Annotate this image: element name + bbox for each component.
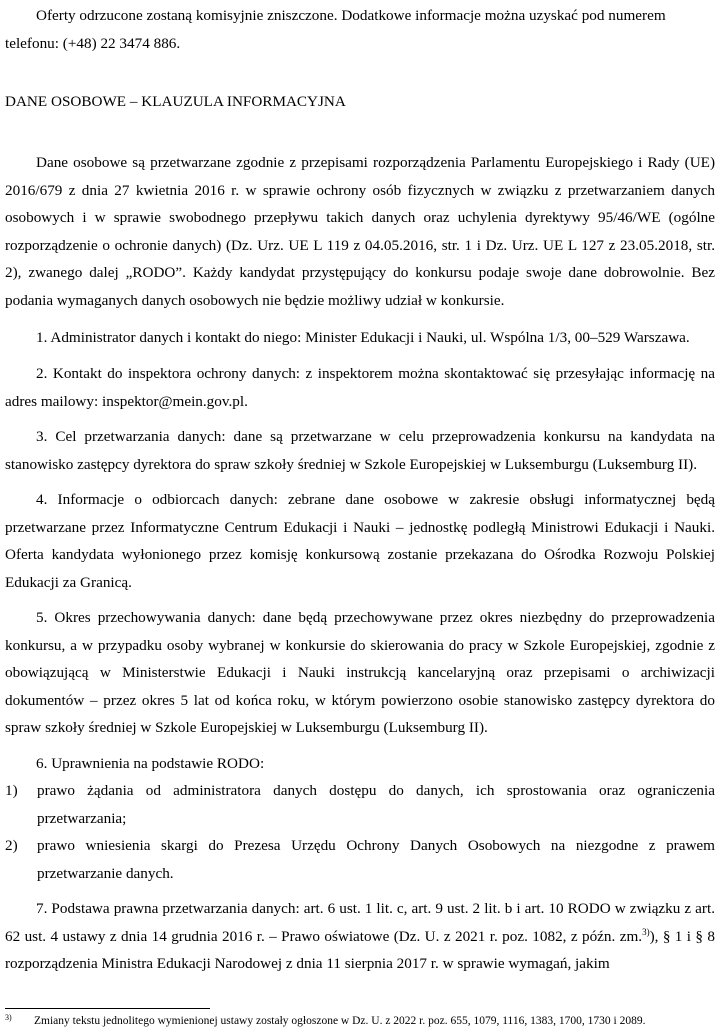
intro-line-2: telefonu: (+48) 22 3474 886. bbox=[5, 35, 181, 52]
footnote-mark: 3) bbox=[5, 1013, 12, 1022]
item-2: 2. Kontakt do inspektora ochrony danych: z inspektorem można skontaktować się przesyłając informację na adres mailowy: inspektor@mein.gov.pl. bbox=[5, 365, 715, 410]
main-paragraph: Dane osobowe są przetwarzane zgodnie z przepisami rozporządzenia Parlamentu Europejskiego i Rady (UE) 2016/679 z dnia 27 kwietnia 2016 r. w sprawie ochrony osób fizycznych w związku z przetwarzaniem danych osobowych i w sprawie swobodnego przepływu takich danych oraz uchylenia dyrektywy 95/46/WE (ogólne rozporządzenie o ochronie danych) (Dz. Urz. UE L 119 z 04.05.2016, str. 1 i Dz. Urz. UE L 127 z 23.05.2018, str. 2), zwanego dalej „RODO”. Każdy kandydat przystępujący do konkursu podaje swoje dane dobrowolnie. Bez podania wymaganych danych osobowych nie będzie możliwy udział w konkursie. bbox=[5, 154, 715, 309]
footnote bbox=[5, 1013, 715, 1029]
item-6: 6. Uprawnienia na podstawie RODO: bbox=[36, 755, 265, 772]
sub-item-1-text: prawo żądania od administratora danych dostępu do danych, ich sprostowania oraz ograniczenia przetwarzania; bbox=[37, 782, 715, 827]
footnote-divider bbox=[5, 1008, 210, 1009]
item-1: 1. Administrator danych i kontakt do niego: Minister Edukacji i Nauki, ul. Wspólna 1/3, 00–529 Warszawa. bbox=[36, 329, 690, 346]
item-7-text-a: 7. Podstawa prawna przetwarzania danych: art. 6 ust. 1 lit. c, art. 9 ust. 2 lit. b i art. 10 RODO w związku z art. 62 ust. 4 ustawy z dnia 14 grudnia 2016 r. – Prawo oświatowe (Dz. U. z 2021 r. poz. 1082, z późn. zm. bbox=[5, 900, 715, 945]
item-5: 5. Okres przechowywania danych: dane będą przechowywane przez okres niezbędny do przeprowadzenia konkursu, a w przypadku osoby wybranej w konkursie do skierowania do pracy w Szkole Europejskiej, zgodnie z obowiązującą w Ministerstwie Edukacji i Nauki instrukcją kancelaryjną oraz przepisami o archiwizacji dokumentów – przez okres 5 lat od końca roku, w którym powierzono osobie stanowisko zastępcy dyrektora do spraw szkoły średniej w Szkole Europejskiej w Luksemburgu (Luksemburg II). bbox=[5, 609, 715, 736]
sub-item-2-text: prawo wniesienia skargi do Prezesa Urzędu Ochrony Danych Osobowych na niezgodne z prawem przetwarzanie danych. bbox=[37, 837, 715, 882]
intro-line-1: Oferty odrzucone zostaną komisyjnie zniszczone. Dodatkowe informacje można uzyskać pod numerem bbox=[36, 7, 666, 24]
sub-item-1-number: 1) bbox=[5, 782, 18, 799]
footnote-text: Zmiany tekstu jednolitego wymienionej ustawy zostały ogłoszone w Dz. U. z 2022 r. poz. 655, 1079, 1116, 1383, 1700, 1730 i 2089. bbox=[34, 1015, 646, 1027]
sub-item-2-number: 2) bbox=[5, 837, 18, 854]
item-7-text-b: ), § 1 i § 8 rozporządzenia Ministra Edukacji Narodowej z dnia 11 sierpnia 2017 r. w sprawie wymagań, jakim bbox=[5, 927, 715, 972]
item-7 bbox=[5, 895, 715, 978]
section-heading: DANE OSOBOWE – KLAUZULA INFORMACYJNA bbox=[5, 93, 346, 110]
item-4: 4. Informacje o odbiorcach danych: zebrane dane osobowe w zakresie obsługi informatycznej będą przetwarzane przez Informatyczne Centrum Edukacji i Nauki – jednostkę podległą Ministrowi Edukacji i Nauki. Oferta kandydata wyłonionego przez komisję konkursową zostanie przekazana do Ośrodka Rozwoju Polskiej Edukacji za Granicą. bbox=[5, 491, 715, 591]
item-3: 3. Cel przetwarzania danych: dane są przetwarzane w celu przeprowadzenia konkursu na kandydata na stanowisko zastępcy dyrektora do spraw szkoły średniej w Szkole Europejskiej w Luksemburgu (Luksemburg II). bbox=[5, 428, 715, 473]
sub-item-2 bbox=[5, 832, 715, 887]
sub-item-1 bbox=[5, 777, 715, 832]
footnote-reference: 3) bbox=[642, 926, 650, 937]
